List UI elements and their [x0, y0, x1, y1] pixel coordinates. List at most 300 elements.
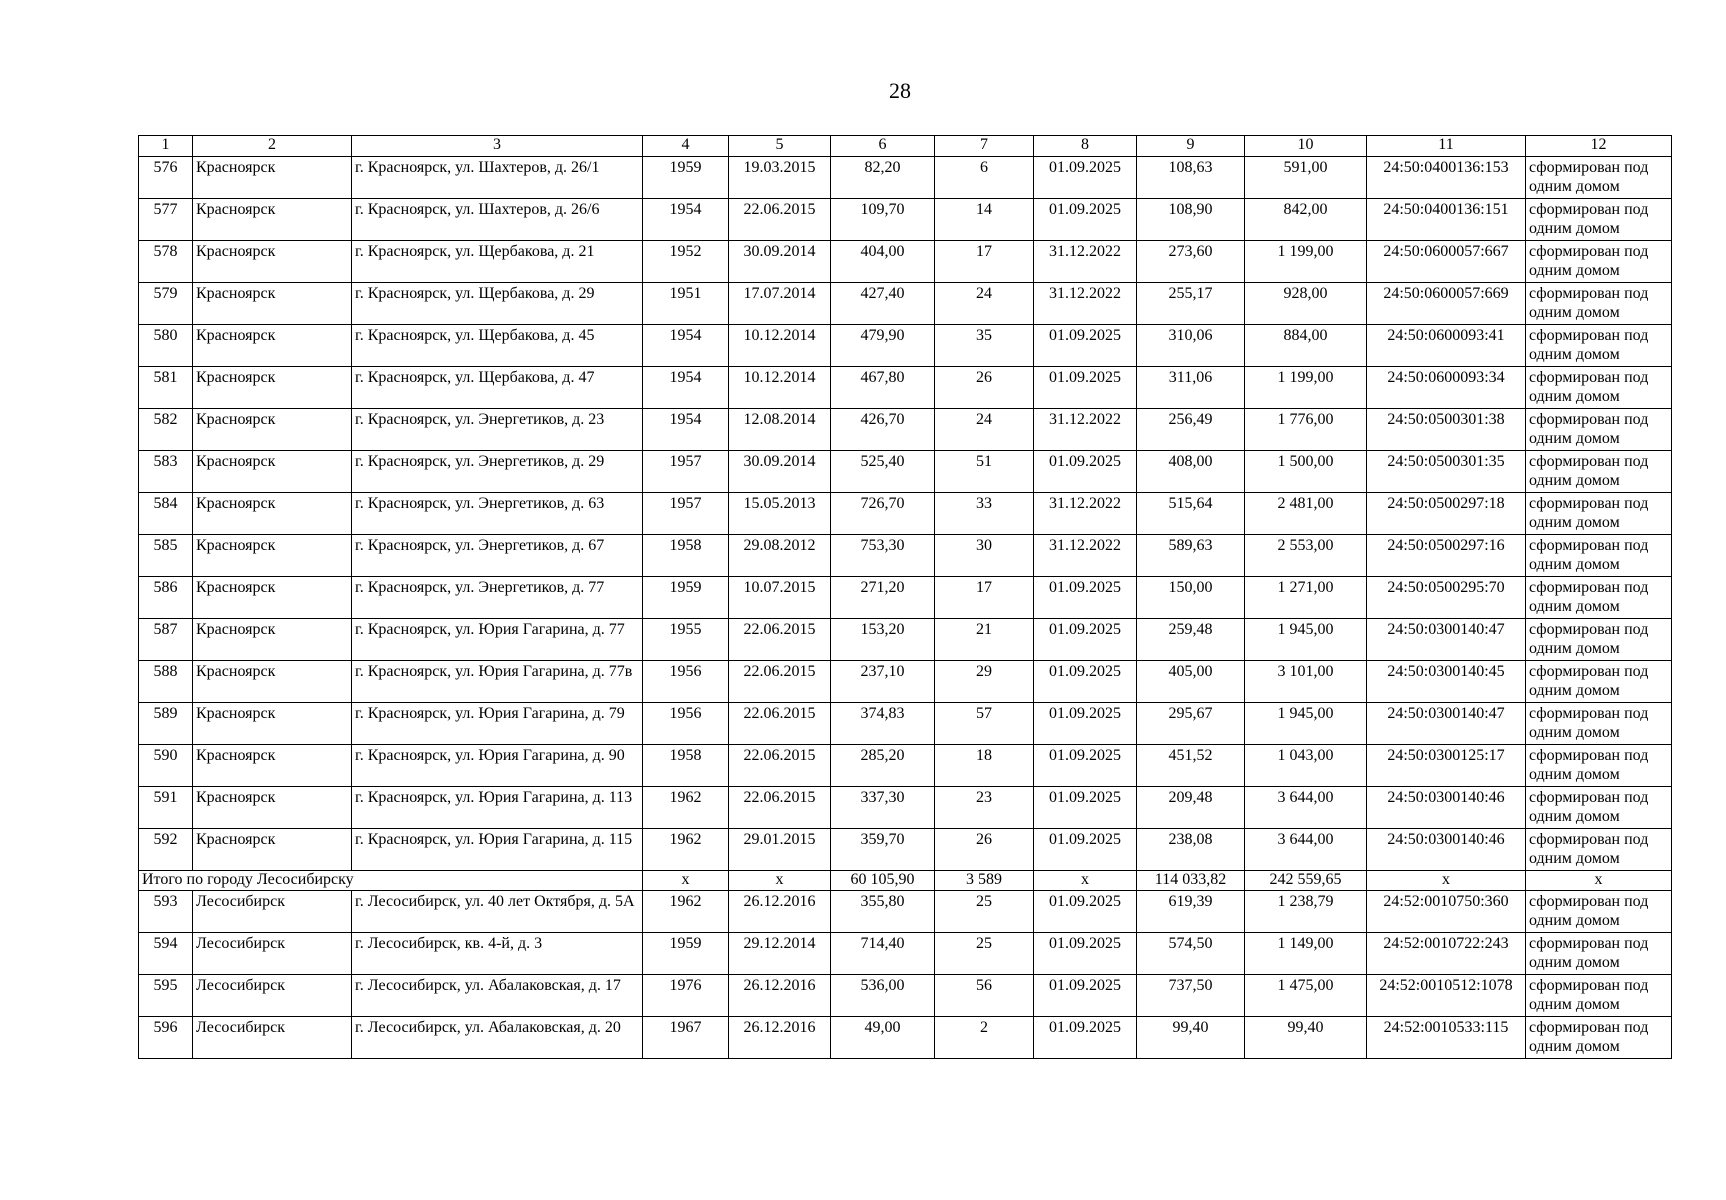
- year-cell: 1951: [643, 283, 729, 325]
- area-cell: 49,00: [831, 1017, 935, 1059]
- row-number-cell: 583: [139, 451, 193, 493]
- residents-cell: 35: [935, 325, 1034, 367]
- area-cell: 479,90: [831, 325, 935, 367]
- table-row: [139, 619, 1672, 661]
- row-number-cell: 593: [139, 891, 193, 933]
- cadastral-number-cell: 24:50:0300140:46: [1367, 787, 1526, 829]
- date-cell: 15.05.2013: [729, 493, 831, 535]
- land-status-cell: сформирован под одним домом: [1526, 535, 1672, 577]
- row-number-cell: 579: [139, 283, 193, 325]
- land-status-cell: сформирован под одним домом: [1526, 325, 1672, 367]
- address-cell: г. Красноярск, ул. Энергетиков, д. 63: [352, 493, 643, 535]
- city-cell: Красноярск: [193, 661, 352, 703]
- value-10-cell: 1 500,00: [1245, 451, 1367, 493]
- city-cell: Красноярск: [193, 703, 352, 745]
- year-cell: 1976: [643, 975, 729, 1017]
- year-cell: 1954: [643, 325, 729, 367]
- column-number-header: 4: [643, 136, 729, 157]
- address-cell: г. Красноярск, ул. Щербакова, д. 47: [352, 367, 643, 409]
- city-cell: Лесосибирск: [193, 933, 352, 975]
- area-cell: 427,40: [831, 283, 935, 325]
- deadline-cell: 01.09.2025: [1034, 577, 1137, 619]
- year-cell: 1958: [643, 535, 729, 577]
- value-9-cell: 310,06: [1137, 325, 1245, 367]
- deadline-cell: 01.09.2025: [1034, 367, 1137, 409]
- row-number-cell: 589: [139, 703, 193, 745]
- address-cell: г. Красноярск, ул. Энергетиков, д. 77: [352, 577, 643, 619]
- residents-cell: 23: [935, 787, 1034, 829]
- residents-cell: 51: [935, 451, 1034, 493]
- cadastral-number-cell: 24:50:0400136:153: [1367, 157, 1526, 199]
- deadline-cell: 31.12.2022: [1034, 409, 1137, 451]
- year-cell: 1962: [643, 891, 729, 933]
- table-row: [139, 577, 1672, 619]
- value-9-cell: 737,50: [1137, 975, 1245, 1017]
- year-cell: 1959: [643, 933, 729, 975]
- land-status-cell: сформирован под одним домом: [1526, 619, 1672, 661]
- value-10-cell: 2 553,00: [1245, 535, 1367, 577]
- date-cell: 22.06.2015: [729, 199, 831, 241]
- value-9-cell: 589,63: [1137, 535, 1245, 577]
- area-cell: 753,30: [831, 535, 935, 577]
- table-row: [139, 535, 1672, 577]
- table-row: [139, 933, 1672, 975]
- city-cell: Красноярск: [193, 787, 352, 829]
- cadastral-number-cell: 24:50:0500301:38: [1367, 409, 1526, 451]
- cadastral-number-cell: 24:52:0010750:360: [1367, 891, 1526, 933]
- area-cell: 109,70: [831, 199, 935, 241]
- year-cell: 1957: [643, 451, 729, 493]
- date-cell: 22.06.2015: [729, 745, 831, 787]
- land-status-cell: сформирован под одним домом: [1526, 661, 1672, 703]
- land-status-cell: сформирован под одним домом: [1526, 933, 1672, 975]
- year-cell: 1952: [643, 241, 729, 283]
- row-number-cell: 590: [139, 745, 193, 787]
- address-cell: г. Красноярск, ул. Энергетиков, д. 29: [352, 451, 643, 493]
- value-10-cell: 3 644,00: [1245, 829, 1367, 871]
- year-cell: 1954: [643, 367, 729, 409]
- land-status-cell: сформирован под одним домом: [1526, 829, 1672, 871]
- year-cell: 1962: [643, 829, 729, 871]
- column-number-header: 11: [1367, 136, 1526, 157]
- table-body: [139, 136, 1672, 1059]
- address-cell: г. Лесосибирск, ул. Абалаковская, д. 20: [352, 1017, 643, 1059]
- date-cell: 22.06.2015: [729, 703, 831, 745]
- date-cell: 30.09.2014: [729, 241, 831, 283]
- land-status-cell: сформирован под одним домом: [1526, 975, 1672, 1017]
- residents-cell: 26: [935, 367, 1034, 409]
- city-cell: Лесосибирск: [193, 975, 352, 1017]
- value-10-cell: 1 043,00: [1245, 745, 1367, 787]
- residents-cell: 6: [935, 157, 1034, 199]
- date-cell: 10.12.2014: [729, 367, 831, 409]
- row-number-cell: 594: [139, 933, 193, 975]
- value-10-cell: 1 271,00: [1245, 577, 1367, 619]
- year-cell: 1958: [643, 745, 729, 787]
- city-cell: Красноярск: [193, 745, 352, 787]
- address-cell: г. Красноярск, ул. Шахтеров, д. 26/6: [352, 199, 643, 241]
- row-number-cell: 584: [139, 493, 193, 535]
- table-row: [139, 199, 1672, 241]
- date-cell: 29.01.2015: [729, 829, 831, 871]
- value-10-cell: 1 945,00: [1245, 703, 1367, 745]
- residents-cell: 25: [935, 933, 1034, 975]
- year-cell: 1967: [643, 1017, 729, 1059]
- residents-cell: 26: [935, 829, 1034, 871]
- column-number-header: 10: [1245, 136, 1367, 157]
- city-cell: Красноярск: [193, 493, 352, 535]
- address-cell: г. Красноярск, ул. Юрия Гагарина, д. 77: [352, 619, 643, 661]
- row-number-cell: 587: [139, 619, 193, 661]
- city-cell: Красноярск: [193, 325, 352, 367]
- row-number-cell: 588: [139, 661, 193, 703]
- subtotal-row: [139, 871, 1672, 891]
- residents-cell: 14: [935, 199, 1034, 241]
- cadastral-number-cell: 24:50:0600057:669: [1367, 283, 1526, 325]
- date-cell: 26.12.2016: [729, 1017, 831, 1059]
- area-cell: 404,00: [831, 241, 935, 283]
- value-9-cell: 255,17: [1137, 283, 1245, 325]
- year-cell: 1959: [643, 157, 729, 199]
- city-cell: Лесосибирск: [193, 1017, 352, 1059]
- address-cell: г. Лесосибирск, ул. 40 лет Октября, д. 5А: [352, 891, 643, 933]
- address-cell: г. Лесосибирск, кв. 4-й, д. 3: [352, 933, 643, 975]
- value-10-cell: 2 481,00: [1245, 493, 1367, 535]
- address-cell: г. Красноярск, ул. Юрия Гагарина, д. 115: [352, 829, 643, 871]
- area-cell: 153,20: [831, 619, 935, 661]
- residents-cell: 33: [935, 493, 1034, 535]
- value-10-cell: 1 199,00: [1245, 241, 1367, 283]
- address-cell: г. Лесосибирск, ул. Абалаковская, д. 17: [352, 975, 643, 1017]
- column-number-header: 3: [352, 136, 643, 157]
- date-cell: 22.06.2015: [729, 619, 831, 661]
- value-9-cell: 515,64: [1137, 493, 1245, 535]
- date-cell: 22.06.2015: [729, 787, 831, 829]
- land-status-cell: сформирован под одним домом: [1526, 157, 1672, 199]
- year-cell: 1956: [643, 661, 729, 703]
- area-cell: 237,10: [831, 661, 935, 703]
- cadastral-number-cell: 24:50:0400136:151: [1367, 199, 1526, 241]
- city-cell: Красноярск: [193, 157, 352, 199]
- cadastral-number-cell: 24:50:0600093:41: [1367, 325, 1526, 367]
- value-9-cell: 295,67: [1137, 703, 1245, 745]
- city-cell: Красноярск: [193, 409, 352, 451]
- value-9-cell: 99,40: [1137, 1017, 1245, 1059]
- area-cell: 525,40: [831, 451, 935, 493]
- city-cell: Красноярск: [193, 367, 352, 409]
- table-row: [139, 975, 1672, 1017]
- cadastral-number-cell: 24:50:0500297:18: [1367, 493, 1526, 535]
- residents-cell: 2: [935, 1017, 1034, 1059]
- area-cell: 337,30: [831, 787, 935, 829]
- residents-cell: 17: [935, 241, 1034, 283]
- value-10-cell: 3 644,00: [1245, 787, 1367, 829]
- area-cell: 359,70: [831, 829, 935, 871]
- table-row: [139, 1017, 1672, 1059]
- area-cell: 714,40: [831, 933, 935, 975]
- subtotal-c4-cell: х: [643, 871, 729, 891]
- area-cell: 355,80: [831, 891, 935, 933]
- value-10-cell: 1 149,00: [1245, 933, 1367, 975]
- area-cell: 374,83: [831, 703, 935, 745]
- table-row: [139, 829, 1672, 871]
- land-status-cell: сформирован под одним домом: [1526, 891, 1672, 933]
- cadastral-number-cell: 24:50:0300140:46: [1367, 829, 1526, 871]
- cadastral-number-cell: 24:52:0010722:243: [1367, 933, 1526, 975]
- address-cell: г. Красноярск, ул. Щербакова, д. 21: [352, 241, 643, 283]
- city-cell: Красноярск: [193, 451, 352, 493]
- column-number-header: 6: [831, 136, 935, 157]
- cadastral-number-cell: 24:50:0600093:34: [1367, 367, 1526, 409]
- address-cell: г. Красноярск, ул. Юрия Гагарина, д. 77в: [352, 661, 643, 703]
- subtotal-c5-cell: х: [729, 871, 831, 891]
- date-cell: 22.06.2015: [729, 661, 831, 703]
- area-cell: 271,20: [831, 577, 935, 619]
- column-number-header: 9: [1137, 136, 1245, 157]
- year-cell: 1955: [643, 619, 729, 661]
- value-10-cell: 1 776,00: [1245, 409, 1367, 451]
- value-9-cell: 108,63: [1137, 157, 1245, 199]
- year-cell: 1956: [643, 703, 729, 745]
- column-number-header: 8: [1034, 136, 1137, 157]
- table-row: [139, 891, 1672, 933]
- table-row: [139, 157, 1672, 199]
- deadline-cell: 01.09.2025: [1034, 661, 1137, 703]
- row-number-cell: 591: [139, 787, 193, 829]
- row-number-cell: 586: [139, 577, 193, 619]
- subtotal-c10-cell: 242 559,65: [1245, 871, 1367, 891]
- cadastral-number-cell: 24:52:0010533:115: [1367, 1017, 1526, 1059]
- table-row: [139, 451, 1672, 493]
- residents-cell: 29: [935, 661, 1034, 703]
- date-cell: 10.12.2014: [729, 325, 831, 367]
- subtotal-c8-cell: х: [1034, 871, 1137, 891]
- row-number-cell: 582: [139, 409, 193, 451]
- address-cell: г. Красноярск, ул. Шахтеров, д. 26/1: [352, 157, 643, 199]
- address-cell: г. Красноярск, ул. Юрия Гагарина, д. 90: [352, 745, 643, 787]
- table-row: [139, 493, 1672, 535]
- value-10-cell: 1 199,00: [1245, 367, 1367, 409]
- cadastral-number-cell: 24:50:0300140:47: [1367, 619, 1526, 661]
- value-9-cell: 574,50: [1137, 933, 1245, 975]
- cadastral-number-cell: 24:50:0500301:35: [1367, 451, 1526, 493]
- value-9-cell: 273,60: [1137, 241, 1245, 283]
- value-10-cell: 1 945,00: [1245, 619, 1367, 661]
- address-cell: г. Красноярск, ул. Энергетиков, д. 67: [352, 535, 643, 577]
- residents-cell: 57: [935, 703, 1034, 745]
- deadline-cell: 01.09.2025: [1034, 619, 1137, 661]
- deadline-cell: 01.09.2025: [1034, 451, 1137, 493]
- table-row: [139, 409, 1672, 451]
- value-9-cell: 209,48: [1137, 787, 1245, 829]
- area-cell: 285,20: [831, 745, 935, 787]
- subtotal-c7-cell: 3 589: [935, 871, 1034, 891]
- city-cell: Красноярск: [193, 199, 352, 241]
- row-number-cell: 595: [139, 975, 193, 1017]
- deadline-cell: 31.12.2022: [1034, 283, 1137, 325]
- deadline-cell: 31.12.2022: [1034, 535, 1137, 577]
- land-status-cell: сформирован под одним домом: [1526, 367, 1672, 409]
- row-number-cell: 581: [139, 367, 193, 409]
- deadline-cell: 31.12.2022: [1034, 493, 1137, 535]
- table-row: [139, 745, 1672, 787]
- land-status-cell: сформирован под одним домом: [1526, 745, 1672, 787]
- residents-cell: 56: [935, 975, 1034, 1017]
- cadastral-number-cell: 24:50:0600057:667: [1367, 241, 1526, 283]
- value-10-cell: 1 475,00: [1245, 975, 1367, 1017]
- row-number-cell: 592: [139, 829, 193, 871]
- value-9-cell: 238,08: [1137, 829, 1245, 871]
- row-number-cell: 585: [139, 535, 193, 577]
- row-number-cell: 580: [139, 325, 193, 367]
- deadline-cell: 01.09.2025: [1034, 787, 1137, 829]
- column-number-header: 2: [193, 136, 352, 157]
- area-cell: 467,80: [831, 367, 935, 409]
- value-9-cell: 311,06: [1137, 367, 1245, 409]
- city-cell: Красноярск: [193, 535, 352, 577]
- date-cell: 30.09.2014: [729, 451, 831, 493]
- subtotal-label: Итого по городу Лесосибирску: [139, 871, 643, 891]
- cadastral-number-cell: 24:50:0500295:70: [1367, 577, 1526, 619]
- cadastral-number-cell: 24:50:0300140:47: [1367, 703, 1526, 745]
- column-number-header: 12: [1526, 136, 1672, 157]
- value-9-cell: 619,39: [1137, 891, 1245, 933]
- value-9-cell: 408,00: [1137, 451, 1245, 493]
- deadline-cell: 01.09.2025: [1034, 933, 1137, 975]
- row-number-cell: 576: [139, 157, 193, 199]
- subtotal-c11-cell: х: [1367, 871, 1526, 891]
- value-9-cell: 108,90: [1137, 199, 1245, 241]
- city-cell: Красноярск: [193, 283, 352, 325]
- residents-cell: 24: [935, 283, 1034, 325]
- value-9-cell: 256,49: [1137, 409, 1245, 451]
- residents-cell: 25: [935, 891, 1034, 933]
- value-10-cell: 842,00: [1245, 199, 1367, 241]
- address-cell: г. Красноярск, ул. Щербакова, д. 45: [352, 325, 643, 367]
- column-number-header: 1: [139, 136, 193, 157]
- date-cell: 10.07.2015: [729, 577, 831, 619]
- deadline-cell: 01.09.2025: [1034, 199, 1137, 241]
- cadastral-number-cell: 24:50:0500297:16: [1367, 535, 1526, 577]
- date-cell: 19.03.2015: [729, 157, 831, 199]
- value-10-cell: 1 238,79: [1245, 891, 1367, 933]
- land-status-cell: сформирован под одним домом: [1526, 451, 1672, 493]
- address-cell: г. Красноярск, ул. Юрия Гагарина, д. 113: [352, 787, 643, 829]
- city-cell: Красноярск: [193, 619, 352, 661]
- value-10-cell: 591,00: [1245, 157, 1367, 199]
- table-row: [139, 325, 1672, 367]
- city-cell: Красноярск: [193, 577, 352, 619]
- subtotal-c6-cell: 60 105,90: [831, 871, 935, 891]
- column-number-header: 5: [729, 136, 831, 157]
- table-row: [139, 367, 1672, 409]
- area-cell: 426,70: [831, 409, 935, 451]
- column-number-header-row: [139, 136, 1672, 157]
- deadline-cell: 01.09.2025: [1034, 325, 1137, 367]
- row-number-cell: 596: [139, 1017, 193, 1059]
- deadline-cell: 01.09.2025: [1034, 891, 1137, 933]
- date-cell: 26.12.2016: [729, 975, 831, 1017]
- subtotal-c12-cell: х: [1526, 871, 1672, 891]
- subtotal-c9-cell: 114 033,82: [1137, 871, 1245, 891]
- value-9-cell: 451,52: [1137, 745, 1245, 787]
- table-row: [139, 703, 1672, 745]
- land-status-cell: сформирован под одним домом: [1526, 283, 1672, 325]
- address-cell: г. Красноярск, ул. Юрия Гагарина, д. 79: [352, 703, 643, 745]
- deadline-cell: 31.12.2022: [1034, 241, 1137, 283]
- value-10-cell: 99,40: [1245, 1017, 1367, 1059]
- area-cell: 726,70: [831, 493, 935, 535]
- registry-table: [138, 135, 1672, 1059]
- deadline-cell: 01.09.2025: [1034, 1017, 1137, 1059]
- column-number-header: 7: [935, 136, 1034, 157]
- date-cell: 29.08.2012: [729, 535, 831, 577]
- residents-cell: 21: [935, 619, 1034, 661]
- year-cell: 1957: [643, 493, 729, 535]
- date-cell: 12.08.2014: [729, 409, 831, 451]
- land-status-cell: сформирован под одним домом: [1526, 241, 1672, 283]
- deadline-cell: 01.09.2025: [1034, 703, 1137, 745]
- value-10-cell: 3 101,00: [1245, 661, 1367, 703]
- table-row: [139, 787, 1672, 829]
- cadastral-number-cell: 24:50:0300125:17: [1367, 745, 1526, 787]
- residents-cell: 17: [935, 577, 1034, 619]
- city-cell: Лесосибирск: [193, 891, 352, 933]
- value-9-cell: 150,00: [1137, 577, 1245, 619]
- deadline-cell: 01.09.2025: [1034, 745, 1137, 787]
- value-9-cell: 259,48: [1137, 619, 1245, 661]
- land-status-cell: сформирован под одним домом: [1526, 409, 1672, 451]
- value-9-cell: 405,00: [1137, 661, 1245, 703]
- year-cell: 1954: [643, 409, 729, 451]
- area-cell: 82,20: [831, 157, 935, 199]
- land-status-cell: сформирован под одним домом: [1526, 1017, 1672, 1059]
- year-cell: 1959: [643, 577, 729, 619]
- area-cell: 536,00: [831, 975, 935, 1017]
- page-number: 28: [889, 78, 911, 103]
- year-cell: 1962: [643, 787, 729, 829]
- address-cell: г. Красноярск, ул. Энергетиков, д. 23: [352, 409, 643, 451]
- row-number-cell: 578: [139, 241, 193, 283]
- residents-cell: 24: [935, 409, 1034, 451]
- cadastral-number-cell: 24:50:0300140:45: [1367, 661, 1526, 703]
- land-status-cell: сформирован под одним домом: [1526, 199, 1672, 241]
- table-row: [139, 283, 1672, 325]
- deadline-cell: 01.09.2025: [1034, 975, 1137, 1017]
- residents-cell: 30: [935, 535, 1034, 577]
- city-cell: Красноярск: [193, 829, 352, 871]
- address-cell: г. Красноярск, ул. Щербакова, д. 29: [352, 283, 643, 325]
- value-10-cell: 928,00: [1245, 283, 1367, 325]
- value-10-cell: 884,00: [1245, 325, 1367, 367]
- table-row: [139, 241, 1672, 283]
- city-cell: Красноярск: [193, 241, 352, 283]
- land-status-cell: сформирован под одним домом: [1526, 703, 1672, 745]
- row-number-cell: 577: [139, 199, 193, 241]
- date-cell: 17.07.2014: [729, 283, 831, 325]
- deadline-cell: 01.09.2025: [1034, 157, 1137, 199]
- cadastral-number-cell: 24:52:0010512:1078: [1367, 975, 1526, 1017]
- residents-cell: 18: [935, 745, 1034, 787]
- date-cell: 26.12.2016: [729, 891, 831, 933]
- deadline-cell: 01.09.2025: [1034, 829, 1137, 871]
- year-cell: 1954: [643, 199, 729, 241]
- land-status-cell: сформирован под одним домом: [1526, 577, 1672, 619]
- land-status-cell: сформирован под одним домом: [1526, 787, 1672, 829]
- land-status-cell: сформирован под одним домом: [1526, 493, 1672, 535]
- date-cell: 29.12.2014: [729, 933, 831, 975]
- table-row: [139, 661, 1672, 703]
